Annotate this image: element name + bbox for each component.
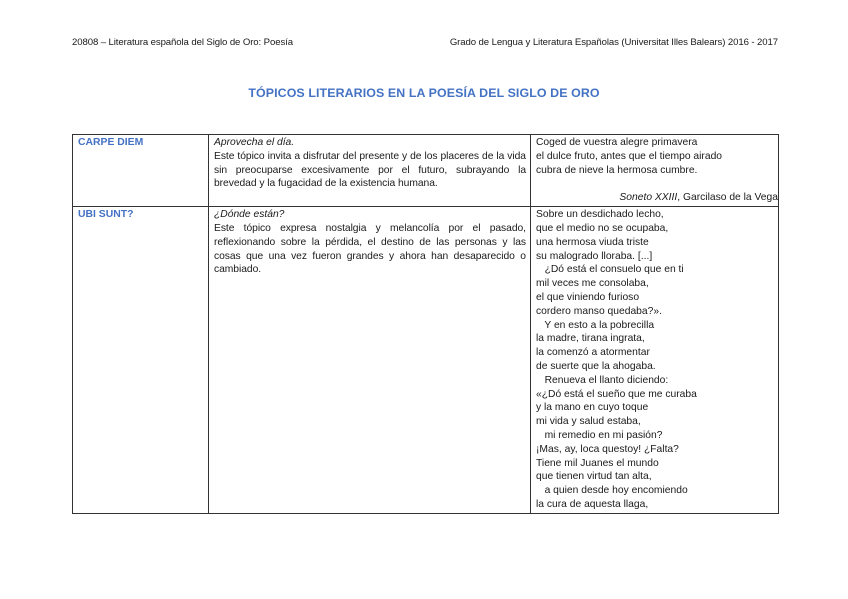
program-label: Grado de Lengua y Literatura Españolas (Universitat Illes Balears) 2016 - 2017 — [449, 37, 778, 48]
verse-line: su malogrado lloraba. [...] — [536, 250, 653, 262]
page-header — [72, 37, 778, 48]
verse-line: mi vida y salud estaba, — [536, 416, 641, 428]
verse-line: y la mano en cuyo toque — [536, 402, 649, 414]
description-cell — [209, 135, 531, 207]
verse-line: Coged de vuestra alegre primavera — [536, 137, 698, 148]
description-cell — [209, 207, 531, 514]
table-row — [73, 207, 779, 514]
verse-line: a quien desde hoy encomiendo — [536, 485, 688, 497]
verse-line: Renueva el llanto diciendo: — [536, 374, 669, 386]
verse-line: que tienen virtud tan alta, — [536, 471, 652, 483]
topic-meaning: ¿Dónde están? — [214, 209, 285, 221]
verse-line: «¿Dó está el sueño que me curaba — [536, 388, 697, 400]
verse-line: Sobre un desdichado lecho, — [536, 209, 664, 221]
course-label: 20808 – Literatura española del Siglo de Oro: Poesía — [72, 37, 293, 48]
verse-line: la cura de aquesta llaga, — [536, 498, 649, 510]
verse-line: el que viniendo furioso — [536, 291, 640, 303]
verse-line: el dulce fruto, antes que el tiempo airado — [536, 150, 723, 162]
topic-description: Este tópico expresa nostalgia y melancolía por el pasado, reflexionando sobre la pérdida, el destino de las personas y las cosas que una vez fueron grandes y ahora han desaparecido o cambiado. — [214, 222, 526, 276]
verse-line: la madre, tirana ingrata, — [536, 333, 645, 345]
attribution — [536, 191, 778, 205]
verse-line: que el medio no se ocupaba, — [536, 222, 669, 234]
table-row — [73, 135, 779, 207]
verse-line: mi remedio en mi pasión? — [536, 429, 663, 441]
example-cell — [531, 207, 779, 514]
topic-description: Este tópico invita a disfrutar del presente y de los placeres de la vida sin preocuparse excesivamente por el futuro, subrayando la brevedad y la fugacidad de la existencia humana. — [214, 150, 526, 190]
verse-line: Tiene mil Juanes el mundo — [536, 457, 659, 469]
verse-line: de suerte que la ahogaba. — [536, 360, 656, 372]
work-title: Soneto XXIII — [619, 192, 678, 204]
verse-line: ¡Mas, ay, loca questoy! ¿Falta? — [536, 443, 679, 455]
topic-meaning: Aprovecha el día. — [214, 137, 295, 148]
topic-cell — [73, 135, 209, 207]
topic-name: CARPE DIEM — [78, 137, 144, 148]
topics-table — [72, 134, 779, 514]
topic-name: UBI SUNT? — [78, 209, 134, 221]
verse-line: una hermosa viuda triste — [536, 236, 649, 248]
verse-line: ¿Dó está el consuelo que en ti — [536, 264, 684, 276]
author-name: , Garcilaso de la Vega — [677, 192, 778, 204]
verse-line: cubra de nieve la hermosa cumbre. — [536, 164, 698, 176]
verse-line: mil veces me consolaba, — [536, 278, 649, 290]
verse-line: Y en esto a la pobrecilla — [536, 319, 655, 331]
verse-line: la comenzó a atormentar — [536, 347, 650, 359]
example-cell — [531, 135, 779, 207]
verse-line: cordero manso quedaba?». — [536, 305, 662, 317]
topic-cell — [73, 207, 209, 514]
document-title: TÓPICOS LITERARIOS EN LA POESÍA DEL SIGLO DE ORO — [248, 86, 600, 100]
